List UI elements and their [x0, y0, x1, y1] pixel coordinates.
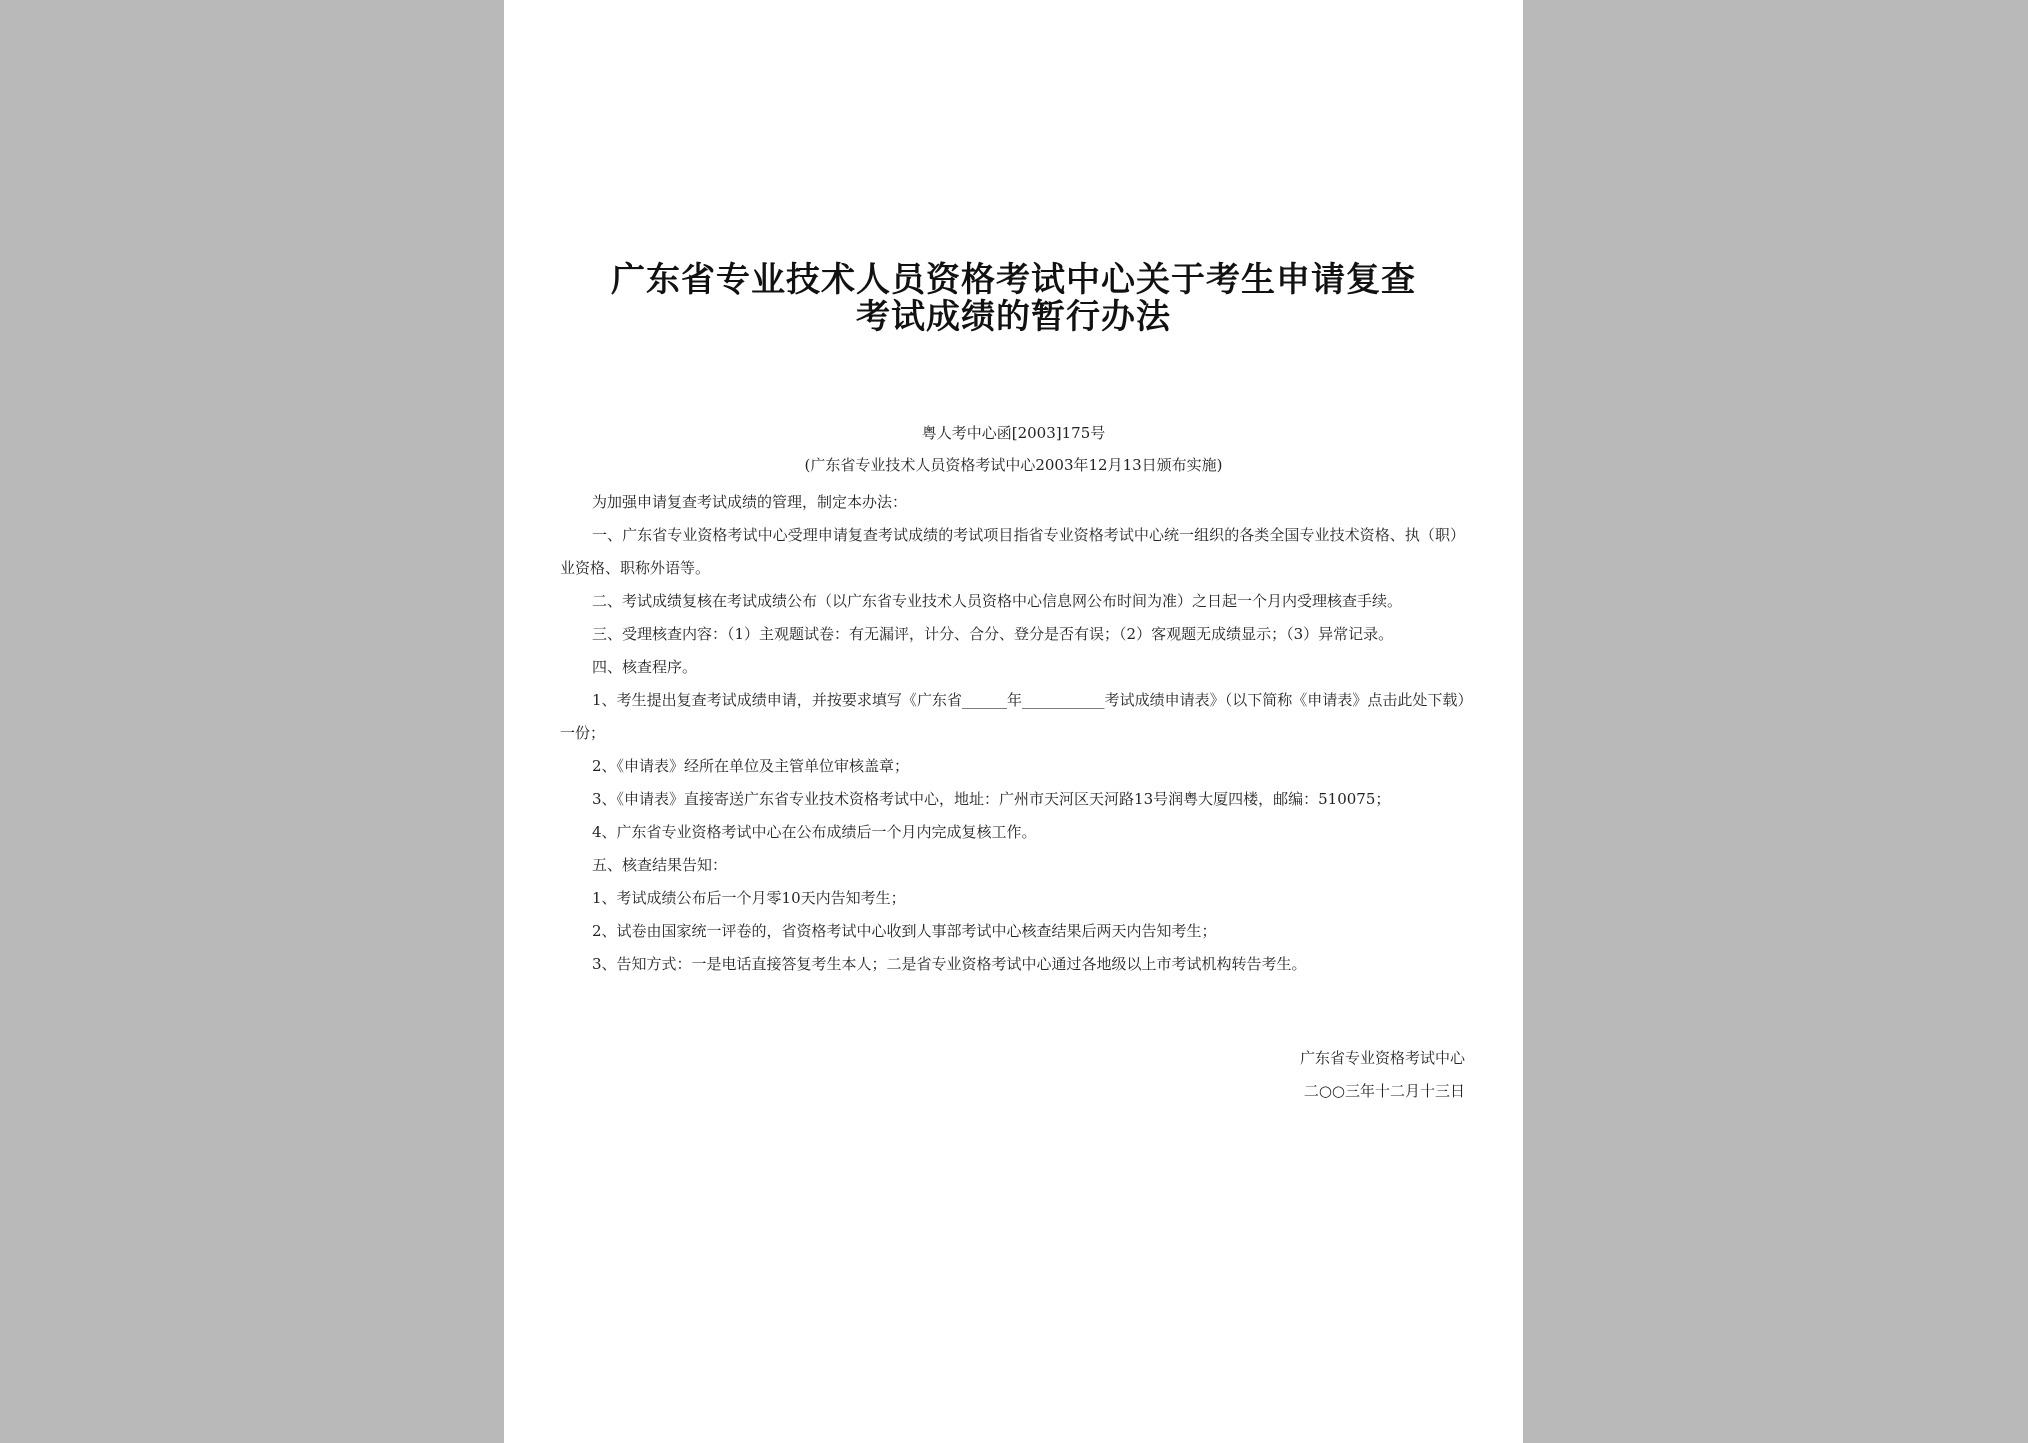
- paragraph-section-3: 三、受理核查内容：（1）主观题试卷：有无漏评，计分、合分、登分是否有误；（2）客观题无成绩显示；（3）异常记录。: [592, 625, 1394, 643]
- document-page: [504, 0, 1523, 1443]
- document-body: [560, 486, 1465, 981]
- title-line-1: 广东省专业技术人员资格考试中心关于考生申请复查: [611, 260, 1416, 300]
- paragraph-step-2: 2、《申请表》经所在单位及主管单位审核盖章；: [592, 757, 910, 775]
- paragraph-section-2: 二、考试成绩复核在考试成绩公布（以广东省专业技术人员资格中心信息网公布时间为准）之日起一个月内受理核查手续。: [592, 592, 1403, 610]
- paragraph-section-5-heading: 五、核查结果告知：: [592, 856, 728, 874]
- paragraph-result-1: 1、考试成绩公布后一个月零10天内告知考生；: [592, 889, 906, 907]
- paragraph-section-1: 一、广东省专业资格考试中心受理申请复查考试成绩的考试项目指省专业资格考试中心统一组织的各类全国专业技术资格、执（职）业资格、职称外语等。: [560, 526, 1465, 577]
- document-subtitle: (广东省专业技术人员资格考试中心2003年12月13日颁布实施): [804, 456, 1223, 474]
- paragraph-step-3: 3、《申请表》直接寄送广东省专业技术资格考试中心，地址：广州市天河区天河路13号润粤大厦四楼，邮编：510075；: [592, 790, 1391, 808]
- paragraph-result-3: 3、告知方式：一是电话直接答复考生本人；二是省专业资格考试中心通过各地级以上市考试机构转告考生。: [592, 955, 1307, 973]
- signature-date: 二○○三年十二月十三日: [1303, 1082, 1465, 1100]
- document-number: 粤人考中心函[2003]175号: [921, 424, 1106, 442]
- paragraph-result-2: 2、试卷由国家统一评卷的，省资格考试中心收到人事部考试中心核查结果后两天内告知考生；: [592, 922, 1217, 940]
- signature-organization: 广东省专业资格考试中心: [1299, 1049, 1465, 1067]
- document-title: [504, 262, 1523, 336]
- paragraph-step-4: 4、广东省专业资格考试中心在公布成绩后一个月内完成复核工作。: [592, 823, 1037, 841]
- paragraph-intro: 为加强申请复查考试成绩的管理，制定本办法：: [592, 493, 908, 511]
- title-line-2: 考试成绩的暂行办法: [856, 297, 1171, 337]
- paragraph-step-1: 1、考生提出复查考试成绩申请，并按要求填写《广东省______年___________考试成绩申请表》（以下简称《申请表》点击此处下载）一份；: [560, 691, 1465, 742]
- paragraph-section-4-heading: 四、核查程序。: [592, 658, 698, 676]
